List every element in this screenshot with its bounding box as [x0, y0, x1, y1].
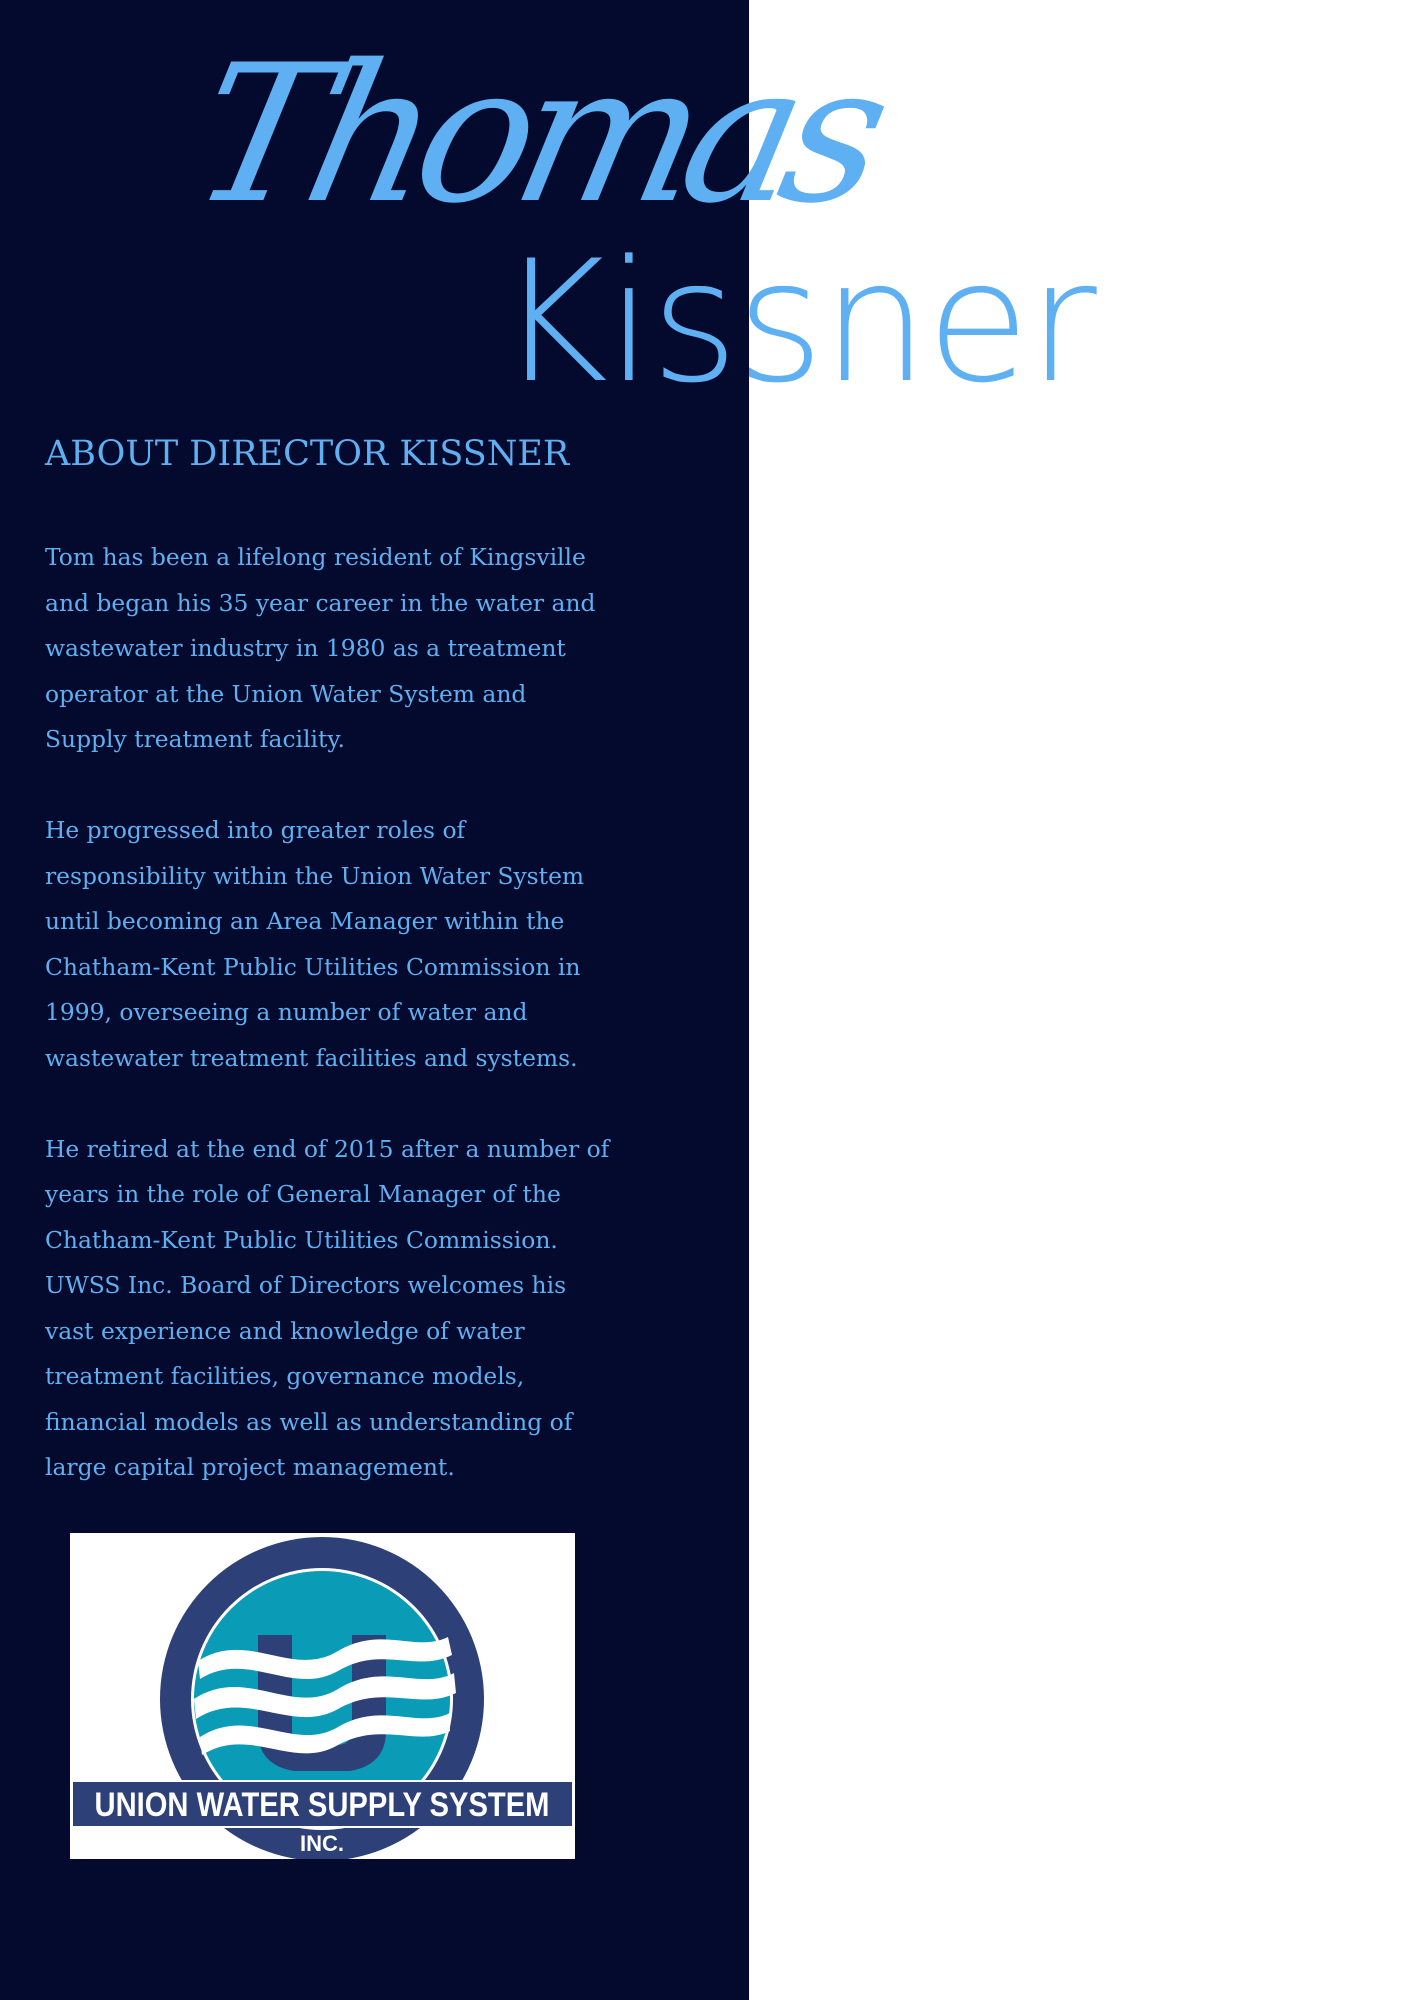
last-name-title: Kissner	[498, 224, 1095, 420]
bio-line: Chatham-Kent Public Utilities Commission.	[45, 1225, 558, 1254]
bio-paragraph-1	[45, 535, 645, 763]
bio-line: and began his 35 year career in the water and	[45, 588, 596, 617]
bio-text	[45, 535, 645, 1536]
bio-line: treatment facilities, governance models,	[45, 1362, 525, 1390]
bio-line: He retired at the end of 2015 after a number of	[45, 1134, 610, 1163]
bio-line: years in the role of General Manager of the	[45, 1180, 561, 1208]
logo-sub-text: INC.	[300, 1831, 344, 1856]
bio-line: vast experience and knowledge of water	[45, 1316, 525, 1345]
bio-line: Supply treatment facility.	[45, 725, 345, 753]
bio-line: operator at the Union Water System and	[45, 679, 527, 708]
bio-paragraph-2	[45, 808, 645, 1081]
bio-paragraph-3	[45, 1127, 645, 1491]
uwss-logo	[70, 1533, 575, 1859]
bio-line: Chatham-Kent Public Utilities Commission in	[45, 952, 581, 981]
bio-line: Tom has been a lifelong resident of Kingsville	[45, 543, 586, 571]
bio-line: 1999, overseeing a number of water and	[45, 998, 528, 1026]
bio-line: wastewater treatment facilities and systems.	[45, 1043, 578, 1072]
logo-banner-text: UNION WATER SUPPLY SYSTEM	[94, 1786, 550, 1824]
uwss-logo-graphic	[70, 1533, 575, 1859]
first-name-title: Thomas	[176, 24, 895, 245]
bio-line: large capital project management.	[45, 1453, 455, 1481]
bio-line: UWSS Inc. Board of Directors welcomes his	[45, 1271, 567, 1299]
about-heading: ABOUT DIRECTOR KISSNER	[45, 434, 570, 474]
bio-line: He progressed into greater roles of	[45, 816, 466, 844]
bio-line: financial models as well as understanding of	[45, 1407, 573, 1436]
bio-line: until becoming an Area Manager within the	[45, 907, 565, 935]
bio-line: wastewater industry in 1980 as a treatment	[45, 634, 566, 662]
bio-line: responsibility within the Union Water System	[45, 861, 585, 890]
